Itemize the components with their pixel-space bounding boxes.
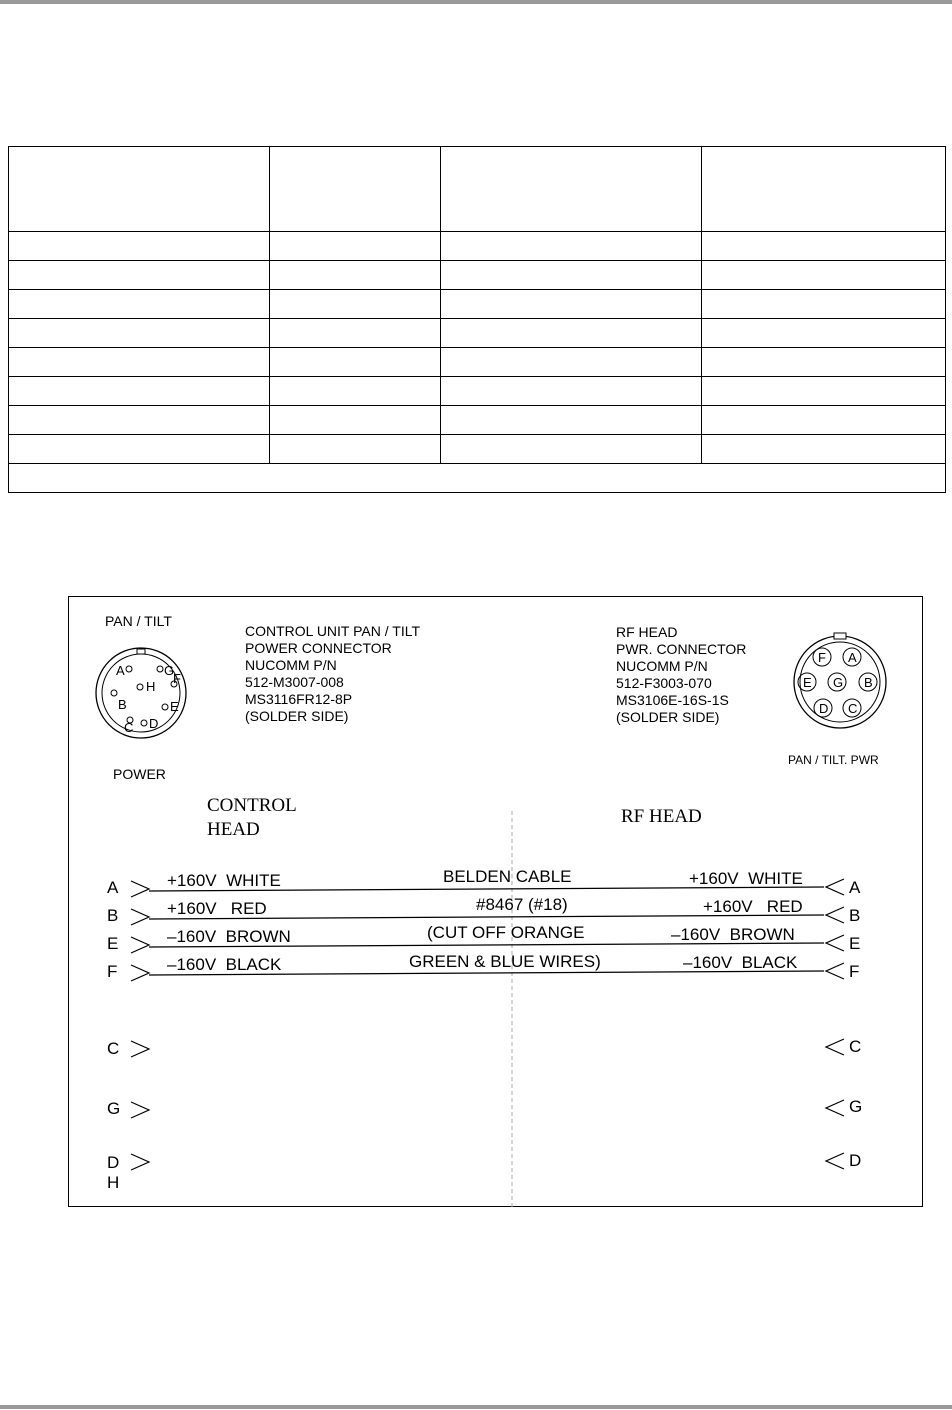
- left-pin-label: G: [164, 663, 175, 678]
- left-pin-label: E: [170, 699, 179, 714]
- cable-note: (CUT OFF ORANGE: [427, 923, 585, 942]
- right-pin-label: C: [848, 701, 858, 716]
- table-cell: [9, 435, 270, 464]
- right-wire-label: –160V BROWN: [671, 925, 795, 944]
- control-head-title-line2: HEAD: [207, 819, 260, 840]
- table-cell: [702, 319, 946, 348]
- left-wire-label: +160V RED: [167, 899, 267, 918]
- table-cell: [441, 435, 702, 464]
- left-connector-description: CONTROL UNIT PAN / TILT POWER CONNECTOR NUCOMM P/N 512-M3007-008 MS3116FR12-8P (SOLDER SIDE): [245, 623, 421, 724]
- left-extra-pin: H: [107, 1173, 120, 1192]
- table-cell: [441, 348, 702, 377]
- table-cell: [9, 406, 270, 435]
- table-cell: [9, 147, 270, 232]
- left-unused-pin: G: [107, 1099, 121, 1118]
- left-wire-label: –160V BLACK: [167, 955, 282, 974]
- table-cell: [9, 464, 946, 493]
- left-connector-bottom-label: POWER: [113, 766, 166, 782]
- table-row: [9, 435, 946, 464]
- table-cell: [441, 147, 702, 232]
- left-wire-pin: F: [107, 962, 118, 981]
- right-connector-description: RF HEAD PWR. CONNECTOR NUCOMM P/N 512-F3003-070 MS3106E-16S-1S (SOLDER SIDE): [616, 624, 747, 725]
- table-cell: [702, 435, 946, 464]
- right-pin-label: E: [803, 675, 812, 690]
- table-cell: [270, 232, 441, 261]
- table-cell: [702, 261, 946, 290]
- table-cell: [270, 147, 441, 232]
- table-cell: [270, 435, 441, 464]
- bottom-rule: [0, 1405, 952, 1409]
- control-head-title-line1: CONTROL: [207, 795, 297, 816]
- table-cell: [441, 290, 702, 319]
- table-cell: [702, 232, 946, 261]
- right-wire-pin: B: [849, 906, 861, 925]
- table-cell: [702, 377, 946, 406]
- table-cell: [441, 261, 702, 290]
- right-wire-pin: E: [849, 934, 861, 953]
- left-unused-pin: C: [107, 1039, 120, 1058]
- cable-note: #8467 (#18): [476, 895, 568, 914]
- table-row: [9, 319, 946, 348]
- table-cell: [441, 406, 702, 435]
- left-unused-pin: D: [107, 1153, 120, 1172]
- table-cell: [9, 377, 270, 406]
- table-cell: [702, 147, 946, 232]
- left-wire-pin: E: [107, 934, 119, 953]
- table-cell: [702, 406, 946, 435]
- cable-note: BELDEN CABLE: [443, 867, 572, 886]
- table-cell: [9, 232, 270, 261]
- table-cell: [270, 290, 441, 319]
- table-row: [9, 377, 946, 406]
- left-pin-label: A: [116, 663, 125, 678]
- right-pin-label: D: [819, 701, 829, 716]
- table-cell: [270, 406, 441, 435]
- cable-note: GREEN & BLUE WIRES): [409, 952, 601, 971]
- left-connector-top-label: PAN / TILT: [105, 613, 172, 629]
- right-wire-label: +160V RED: [703, 897, 803, 916]
- table-cell: [702, 348, 946, 377]
- table-row: [9, 261, 946, 290]
- table-cell: [9, 261, 270, 290]
- left-pin-label: H: [146, 679, 156, 694]
- rf-head-title: RF HEAD: [621, 806, 702, 827]
- right-wire-label: +160V WHITE: [689, 869, 803, 888]
- table-row: [9, 348, 946, 377]
- right-wire-pin: F: [849, 962, 860, 981]
- table-header-row: [9, 147, 946, 232]
- table-cell: [9, 348, 270, 377]
- table-cell: [9, 319, 270, 348]
- top-rule: [0, 0, 952, 4]
- right-pin-label: A: [848, 650, 857, 665]
- wiring-diagram: [68, 596, 923, 1207]
- right-pin-label: G: [833, 675, 844, 690]
- table-row: [9, 232, 946, 261]
- table-cell: [270, 348, 441, 377]
- table-cell: [270, 261, 441, 290]
- table-cell: [441, 232, 702, 261]
- left-wire-label: –160V BROWN: [167, 927, 291, 946]
- left-pin-label: C: [124, 720, 134, 735]
- left-pin-label: B: [118, 697, 127, 712]
- right-wire-label: –160V BLACK: [683, 953, 798, 972]
- table-row: [9, 406, 946, 435]
- left-wire-pin: A: [107, 878, 119, 897]
- left-pin-label: F: [173, 671, 181, 686]
- table-cell: [441, 377, 702, 406]
- right-wire-pin: A: [849, 878, 861, 897]
- left-wire-label: +160V WHITE: [167, 871, 281, 890]
- table-cell: [702, 290, 946, 319]
- right-pin-label: F: [818, 650, 826, 665]
- table-cell: [441, 319, 702, 348]
- right-unused-pin: G: [849, 1097, 863, 1116]
- table-cell: [270, 319, 441, 348]
- table-cell: [9, 290, 270, 319]
- right-unused-pin: C: [849, 1037, 862, 1056]
- right-pin-label: B: [864, 675, 873, 690]
- left-pin-label: D: [149, 716, 159, 731]
- table-footer-row: [9, 464, 946, 493]
- table-cell: [270, 377, 441, 406]
- right-unused-pin: D: [849, 1151, 862, 1170]
- right-connector-bottom-label: PAN / TILT. PWR: [788, 753, 879, 767]
- left-wire-pin: B: [107, 906, 119, 925]
- blank-table: [8, 146, 946, 493]
- table-row: [9, 290, 946, 319]
